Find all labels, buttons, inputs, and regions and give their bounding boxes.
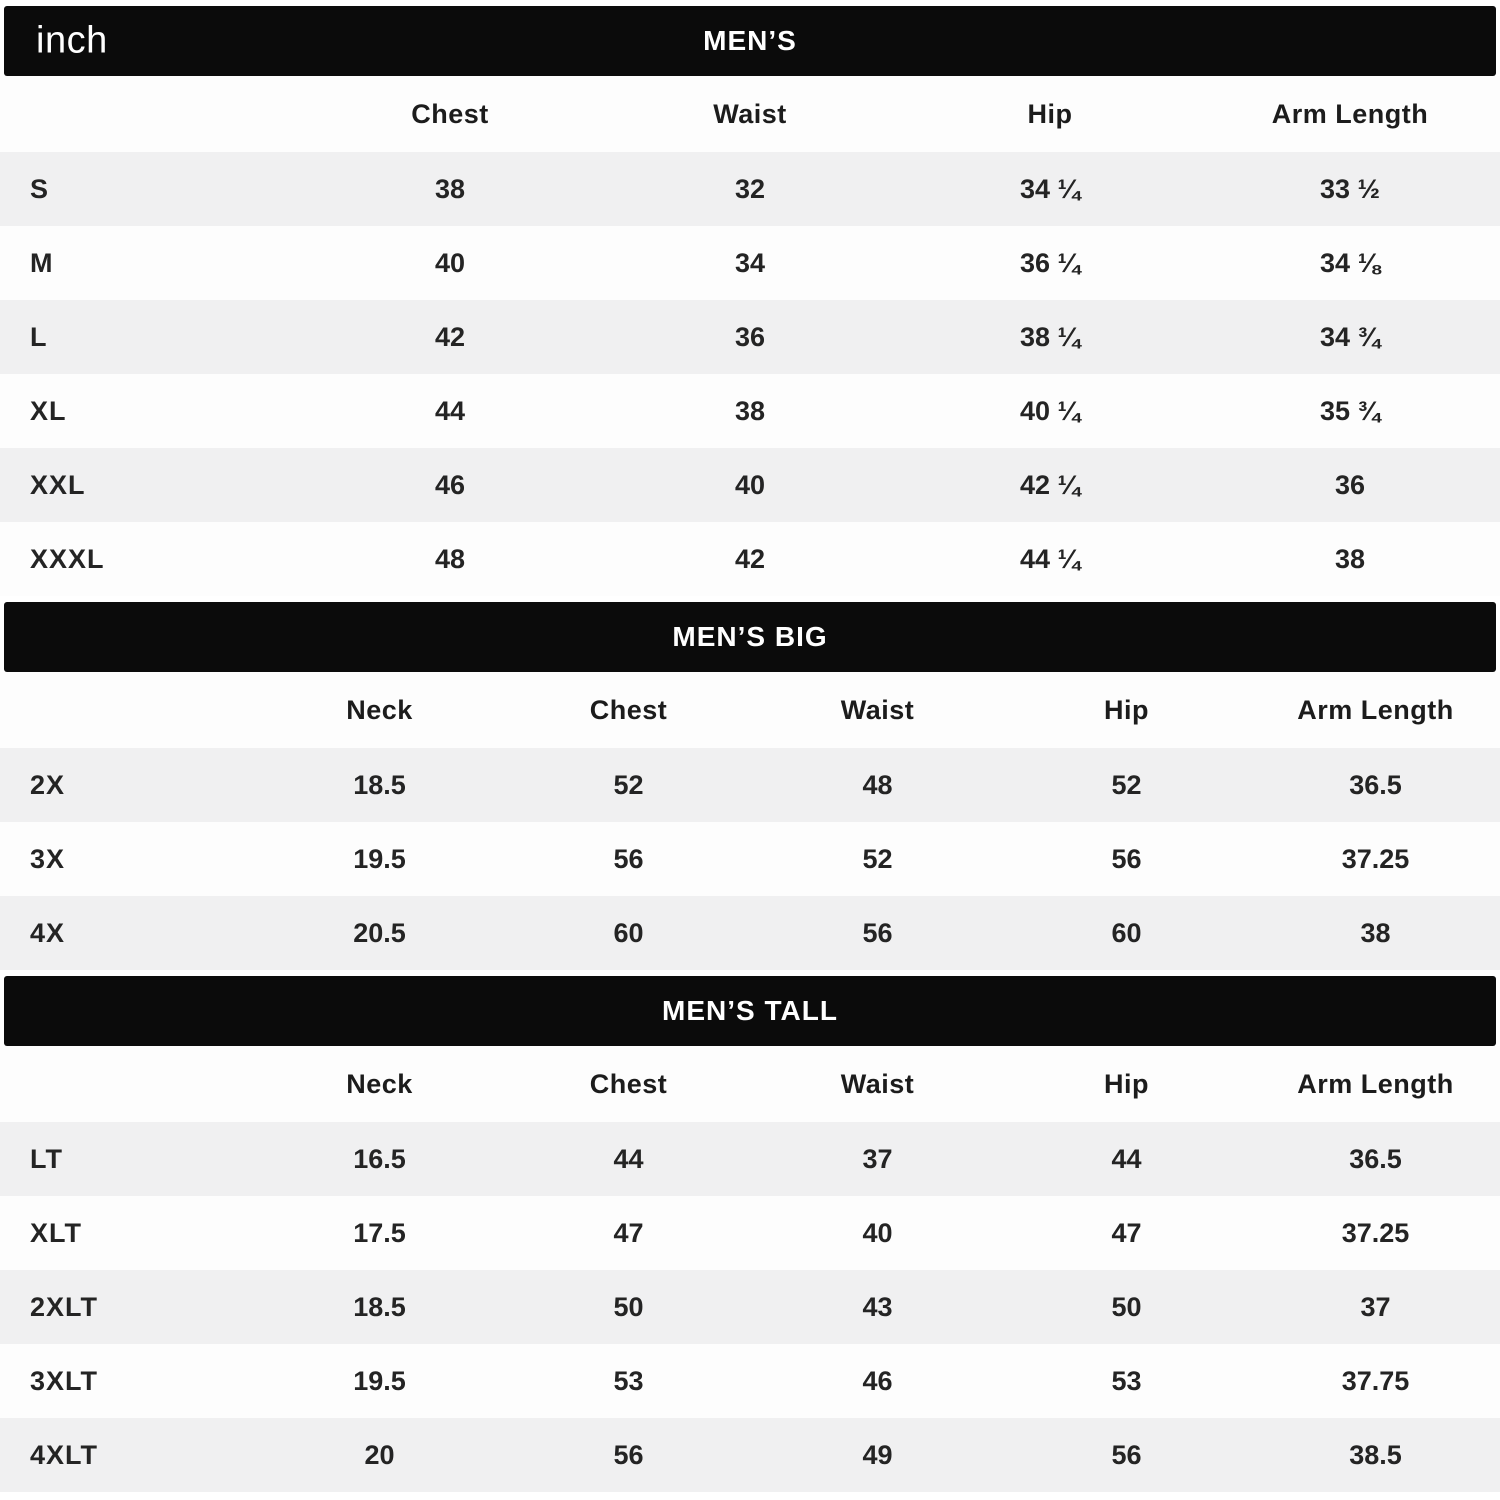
size-label: 3XLT [30, 1365, 99, 1396]
value-cell: 48 [862, 769, 893, 800]
mens-tall-table-head [0, 1046, 1500, 1122]
value-cell: 56 [1111, 843, 1142, 874]
table-row [0, 300, 1500, 374]
value-cell: 40 [862, 1217, 893, 1248]
value-cell: 56 [1111, 1439, 1142, 1470]
unit-label: inch [36, 19, 108, 62]
section-title-mens [703, 25, 797, 57]
size-column-header-empty [0, 76, 300, 152]
value-cell: 37.75 [1341, 1365, 1410, 1396]
mens-table-body [0, 152, 1500, 596]
header-row [0, 1046, 1500, 1122]
value-cell: 48 [434, 543, 466, 574]
value-cell: 38 [734, 395, 766, 426]
column-header-waist: Waist [840, 1068, 915, 1099]
value-cell: 38 [434, 173, 466, 204]
value-cell: 47 [613, 1217, 644, 1248]
value-cell: 50 [613, 1291, 644, 1322]
table-row [0, 1344, 1500, 1418]
value-cell: 46 [434, 469, 466, 500]
size-label: XXXL [30, 543, 105, 574]
value-cell: 20 [364, 1439, 395, 1470]
value-cell: 52 [1111, 769, 1142, 800]
column-header-chest: Chest [589, 1068, 668, 1099]
column-header-arm-length: Arm Length [1297, 1068, 1454, 1099]
section-band-mens-tall [4, 976, 1496, 1046]
value-cell: 33 ½ [1319, 173, 1381, 204]
table-row [0, 822, 1500, 896]
size-label: LT [30, 1143, 63, 1174]
table-row [0, 522, 1500, 596]
value-cell: 35 ¾ [1319, 395, 1381, 426]
size-label: L [30, 321, 48, 352]
value-cell: 34 ¾ [1319, 321, 1381, 352]
value-cell: 47 [1111, 1217, 1142, 1248]
section-title-text: MEN’S [662, 995, 756, 1026]
column-header-neck: Neck [346, 1068, 413, 1099]
size-label: S [30, 173, 50, 204]
size-label: 3X [30, 843, 66, 874]
value-cell: 19.5 [353, 843, 406, 874]
value-cell: 34 ⅛ [1319, 247, 1381, 278]
size-label: XL [30, 395, 67, 426]
value-cell: 18.5 [353, 769, 406, 800]
value-cell: 42 ¼ [1019, 469, 1081, 500]
value-cell: 52 [613, 769, 644, 800]
value-cell: 16.5 [353, 1143, 406, 1174]
size-label: 2XLT [30, 1291, 99, 1322]
table-row [0, 1418, 1500, 1492]
section-mens-big [0, 602, 1500, 970]
size-label: 4XLT [30, 1439, 99, 1470]
value-cell: 44 [1111, 1143, 1142, 1174]
size-label: M [30, 247, 54, 278]
value-cell: 38 [1360, 917, 1391, 948]
value-cell: 34 [734, 247, 766, 278]
size-label: XLT [30, 1217, 82, 1248]
table-row [0, 748, 1500, 822]
value-cell: 49 [862, 1439, 893, 1470]
value-cell: 44 ¼ [1019, 543, 1081, 574]
value-cell: 34 ¼ [1019, 173, 1081, 204]
value-cell: 53 [613, 1365, 644, 1396]
column-header-waist: Waist [713, 98, 787, 129]
size-column-header-empty [0, 1046, 255, 1122]
header-row [0, 76, 1500, 152]
mens-table-head [0, 76, 1500, 152]
table-row [0, 1122, 1500, 1196]
mens-big-table-body [0, 748, 1500, 970]
value-cell: 32 [734, 173, 766, 204]
value-cell: 20.5 [353, 917, 406, 948]
column-header-arm-length: Arm Length [1297, 694, 1454, 725]
value-cell: 44 [613, 1143, 644, 1174]
value-cell: 36.5 [1349, 1143, 1402, 1174]
size-label: 4X [30, 917, 66, 948]
value-cell: 37 [1360, 1291, 1391, 1322]
table-row [0, 226, 1500, 300]
column-header-arm-length: Arm Length [1271, 98, 1429, 129]
size-column-header-empty [0, 672, 255, 748]
column-header-chest: Chest [589, 694, 668, 725]
value-cell: 37.25 [1341, 1217, 1410, 1248]
value-cell: 38 [1334, 543, 1366, 574]
table-row [0, 152, 1500, 226]
column-header-neck: Neck [346, 694, 413, 725]
mens-big-table [0, 672, 1500, 970]
column-header-hip: Hip [1027, 98, 1073, 129]
value-cell: 36 ¼ [1019, 247, 1081, 278]
value-cell: 60 [1111, 917, 1142, 948]
column-header-waist: Waist [840, 694, 915, 725]
section-title-mens-tall [662, 995, 838, 1027]
column-header-hip: Hip [1104, 694, 1149, 725]
value-cell: 46 [862, 1365, 893, 1396]
value-cell: 38 ¼ [1019, 321, 1081, 352]
value-cell: 40 [734, 469, 766, 500]
value-cell: 50 [1111, 1291, 1142, 1322]
value-cell: 40 [434, 247, 466, 278]
mens-big-table-head [0, 672, 1500, 748]
size-label: 2X [30, 769, 66, 800]
section-title-accent: TALL [764, 995, 838, 1026]
table-row [0, 374, 1500, 448]
value-cell: 56 [613, 843, 644, 874]
value-cell: 42 [434, 321, 466, 352]
value-cell: 56 [862, 917, 893, 948]
value-cell: 42 [734, 543, 766, 574]
section-band-mens-big [4, 602, 1496, 672]
column-header-hip: Hip [1104, 1068, 1149, 1099]
table-row [0, 1196, 1500, 1270]
section-title-accent: BIG [774, 621, 828, 652]
value-cell: 36.5 [1349, 769, 1402, 800]
mens-tall-table [0, 1046, 1500, 1492]
value-cell: 60 [613, 917, 644, 948]
value-cell: 52 [862, 843, 893, 874]
value-cell: 37 [862, 1143, 893, 1174]
value-cell: 53 [1111, 1365, 1142, 1396]
section-mens-tall [0, 976, 1500, 1492]
section-mens [0, 6, 1500, 596]
section-title-text: MEN’S [703, 25, 797, 56]
mens-tall-table-body [0, 1122, 1500, 1492]
section-title-mens-big [672, 621, 827, 653]
table-row [0, 448, 1500, 522]
value-cell: 19.5 [353, 1365, 406, 1396]
value-cell: 44 [434, 395, 466, 426]
value-cell: 36 [734, 321, 766, 352]
table-row [0, 896, 1500, 970]
header-row [0, 672, 1500, 748]
table-row [0, 1270, 1500, 1344]
value-cell: 17.5 [353, 1217, 406, 1248]
value-cell: 37.25 [1341, 843, 1410, 874]
mens-table [0, 76, 1500, 596]
value-cell: 40 ¼ [1019, 395, 1081, 426]
value-cell: 43 [862, 1291, 893, 1322]
value-cell: 38.5 [1349, 1439, 1402, 1470]
value-cell: 56 [613, 1439, 644, 1470]
column-header-chest: Chest [411, 98, 489, 129]
size-label: XXL [30, 469, 86, 500]
section-band-mens [4, 6, 1496, 76]
value-cell: 18.5 [353, 1291, 406, 1322]
value-cell: 36 [1334, 469, 1366, 500]
section-title-text: MEN’S [672, 621, 767, 652]
